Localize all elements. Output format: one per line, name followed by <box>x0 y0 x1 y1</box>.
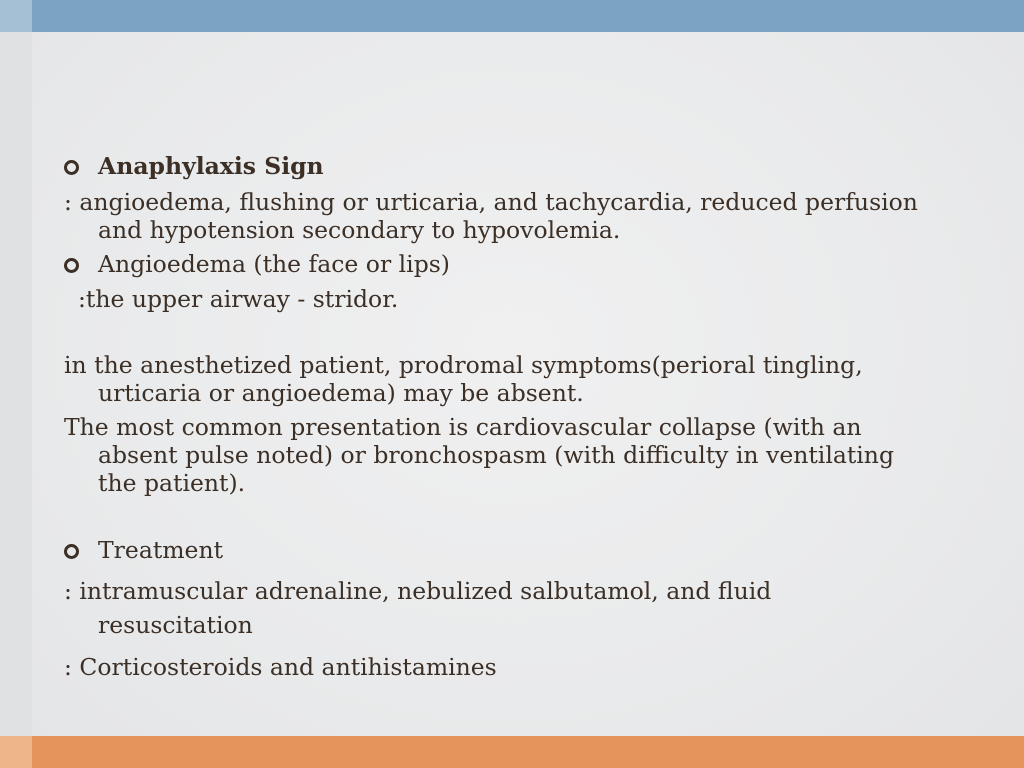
anesthetized-line-1: in the anesthetized patient, prodromal symptoms(perioral tingling, <box>64 351 863 379</box>
airway-line: :the upper airway - stridor. <box>78 285 399 313</box>
bullet-title: Anaphylaxis Sign <box>98 152 324 180</box>
bullet-title: Treatment <box>98 536 224 564</box>
top-bar-accent <box>0 0 32 32</box>
bullet-icon <box>64 544 79 559</box>
bullet-anaphylaxis-sign <box>64 152 324 180</box>
anesthetized-line-2: urticaria or angioedema) may be absent. <box>98 379 584 407</box>
bullet-angioedema <box>64 250 450 278</box>
common-presentation-line-3: the patient). <box>98 469 246 497</box>
bullet-title: Angioedema (the face or lips) <box>98 250 450 278</box>
common-presentation-line-2: absent pulse noted) or bronchospasm (with difficulty in ventilating <box>98 441 894 469</box>
top-bar <box>32 0 1024 32</box>
bottom-bar <box>32 736 1024 768</box>
signs-line-1: : angioedema, flushing or urticaria, and tachycardia, reduced perfusion <box>64 188 918 216</box>
signs-line-2: and hypotension secondary to hypovolemia. <box>98 216 621 244</box>
left-margin-strip <box>0 32 32 736</box>
treatment-line-1: : intramuscular adrenaline, nebulized salbutamol, and fluid <box>64 577 772 605</box>
bullet-icon <box>64 160 79 175</box>
common-presentation-line-1: The most common presentation is cardiovascular collapse (with an <box>64 413 862 441</box>
bullet-treatment <box>64 536 223 564</box>
bottom-bar-accent <box>0 736 32 768</box>
treatment-line-2: resuscitation <box>98 611 253 639</box>
bullet-icon <box>64 258 79 273</box>
treatment-line-3: : Corticosteroids and antihistamines <box>64 653 497 681</box>
